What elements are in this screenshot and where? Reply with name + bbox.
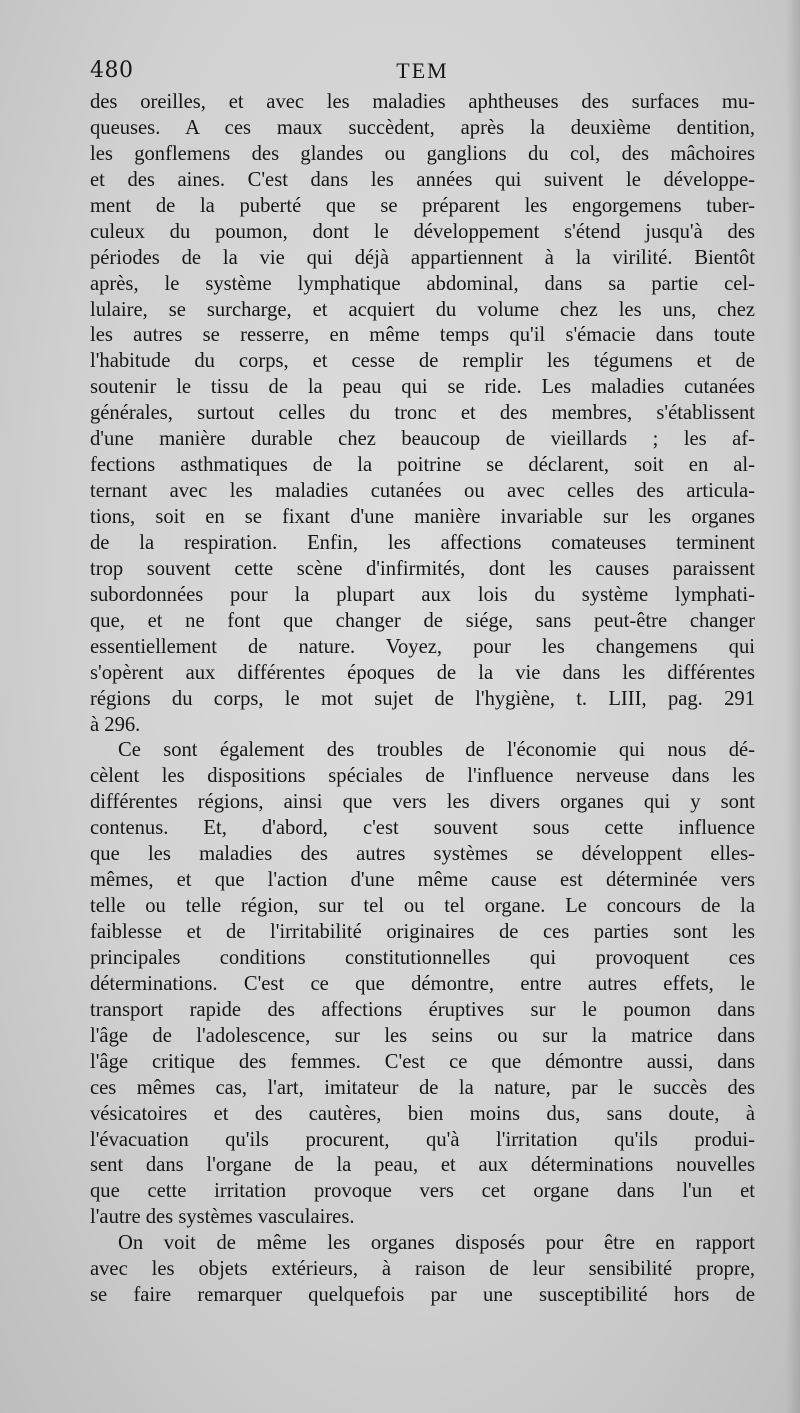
text-line: On voit de même les organes disposés pour être en rapport: [118, 1232, 755, 1255]
text-line: différentes régions, ainsi que vers les divers organes qui y sont: [90, 791, 755, 814]
running-head: [90, 58, 755, 88]
text-line: l'autre des systèmes vasculaires.: [90, 1206, 355, 1229]
text-line: des oreilles, et avec les maladies aphtheuses des surfaces mu-: [90, 91, 755, 113]
text-line: telle ou telle région, sur tel ou tel organe. Le concours de la: [90, 895, 755, 918]
text-line: ternant avec les maladies cutanées ou avec celles des articula-: [90, 480, 755, 503]
text-line: se faire remarquer quelquefois par une susceptibilité hors de: [90, 1284, 755, 1307]
text-line: essentiellement de nature. Voyez, pour les changemens qui: [90, 635, 755, 658]
paragraph: [90, 90, 755, 738]
text-line: queuses. A ces maux succèdent, après la deuxième dentition,: [90, 116, 755, 139]
text-line: à 296.: [90, 713, 141, 736]
text-line: régions du corps, le mot sujet de l'hygiène, t. LIII, pag. 291: [90, 687, 755, 710]
text-line: subordonnées pour la plupart aux lois du système lymphati-: [90, 583, 755, 606]
text-line: d'une manière durable chez beaucoup de vieillards ; les af-: [90, 428, 755, 451]
text-line: mêmes, et que l'action d'une même cause est déterminée vers: [90, 869, 755, 892]
text-line: cèlent les dispositions spéciales de l'influence nerveuse dans les: [90, 765, 755, 788]
paragraph: [90, 738, 755, 1231]
text-line: que les maladies des autres systèmes se développent elles-: [90, 843, 755, 866]
text-line: l'évacuation qu'ils procurent, qu'à l'irritation qu'ils produi-: [90, 1128, 755, 1151]
text-line: l'âge critique des femmes. C'est ce que démontre aussi, dans: [90, 1050, 755, 1073]
text-line: et des aines. C'est dans les années qui suivent le développe-: [90, 168, 755, 191]
page-number: 480: [90, 58, 134, 83]
text-line: l'habitude du corps, et cesse de remplir les tégumens et de: [90, 350, 755, 373]
paragraph: [90, 1231, 755, 1309]
text-line: principales conditions constitutionnelles qui provoquent ces: [90, 946, 755, 969]
text-line: périodes de la vie qui déjà appartiennent à la virilité. Bientôt: [90, 246, 755, 269]
text-line: les gonflemens des glandes ou ganglions du col, des mâchoires: [90, 142, 755, 165]
text-line: lulaire, se surcharge, et acquiert du volume chez les uns, chez: [90, 298, 755, 321]
running-title: TEM: [396, 58, 449, 83]
text-line: après, le système lymphatique abdominal, dans sa partie cel-: [90, 272, 755, 295]
text-line: sent dans l'organe de la peau, et aux déterminations nouvelles: [90, 1154, 755, 1177]
text-line: vésicatoires et des cautères, bien moins dus, sans doute, à: [90, 1102, 755, 1125]
text-line: trop souvent cette scène d'infirmités, dont les causes paraissent: [90, 557, 755, 580]
text-line: contenus. Et, d'abord, c'est souvent sous cette influence: [90, 817, 755, 840]
text-line: soutenir le tissu de la peau qui se ride. Les maladies cutanées: [90, 376, 755, 399]
text-line: Ce sont également des troubles de l'économie qui nous dé-: [118, 739, 755, 762]
text-line: ment de la puberté que se préparent les engorgemens tuber-: [90, 194, 755, 217]
text-line: l'âge de l'adolescence, sur les seins ou sur la matrice dans: [90, 1024, 755, 1047]
text-line: s'opèrent aux différentes époques de la vie dans les différentes: [90, 661, 755, 684]
text-line: les autres se resserre, en même temps qu'il s'émacie dans toute: [90, 324, 755, 347]
text-line: de la respiration. Enfin, les affections comateuses terminent: [90, 531, 755, 554]
text-line: déterminations. C'est ce que démontre, entre autres effets, le: [90, 972, 755, 995]
text-line: tions, soit en se fixant d'une manière invariable sur les organes: [90, 506, 755, 528]
text-line: générales, surtout celles du tronc et des membres, s'établissent: [90, 402, 755, 425]
text-line: faiblesse et de l'irritabilité originaires de ces parties sont les: [90, 921, 755, 943]
text-line: que, et ne font que changer de siége, sans peut-être changer: [90, 609, 755, 632]
text-line: transport rapide des affections éruptives sur le poumon dans: [90, 998, 755, 1021]
text-line: culeux du poumon, dont le développement s'étend jusqu'à des: [90, 220, 755, 243]
body-text: [90, 90, 755, 1309]
text-line: que cette irritation provoque vers cet organe dans l'un et: [90, 1180, 755, 1203]
text-line: avec les objets extérieurs, à raison de leur sensibilité propre,: [90, 1258, 755, 1281]
text-line: fections asthmatiques de la poitrine se déclarent, soit en al-: [90, 454, 755, 477]
text-line: ces mêmes cas, l'art, imitateur de la nature, par le succès des: [90, 1076, 755, 1099]
